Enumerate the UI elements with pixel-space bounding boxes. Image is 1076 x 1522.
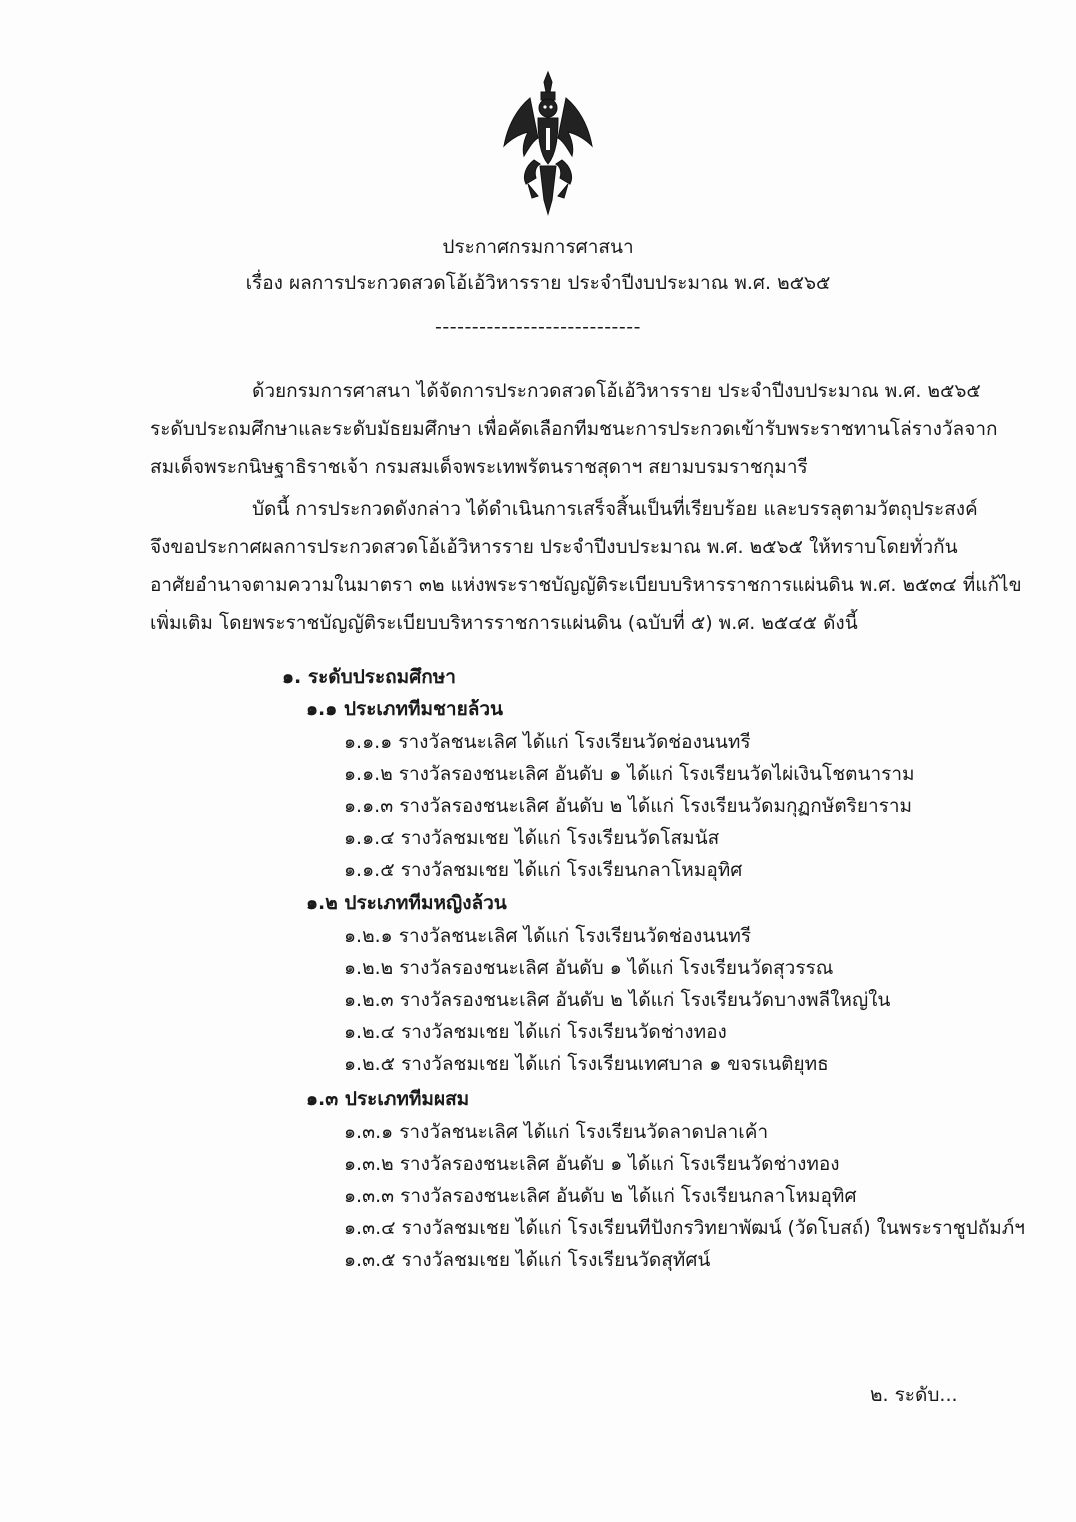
result-item: ๑.๓.๓ รางวัลรองชนะเลิศ อันดับ ๒ ได้แก่ โรงเรียนกลาโหมอุทิศ [344, 1185, 857, 1207]
announcement-title: ประกาศกรมการศาสนา [442, 236, 634, 258]
announcement-subject: เรื่อง ผลการประกวดสวดโอ้เอ้วิหารราย ประจำปีงบประมาณ พ.ศ. ๒๕๖๕ [245, 272, 831, 294]
paragraph-line: ด้วยกรมการศาสนา ได้จัดการประกวดสวดโอ้เอ้วิหารราย ประจำปีงบประมาณ พ.ศ. ๒๕๖๕ [252, 380, 981, 402]
paragraph-line: ระดับประถมศึกษาและระดับมัธยมศึกษา เพื่อคัดเลือกทีมชนะการประกวดเข้ารับพระราชทานโล่รางวัลจาก [150, 418, 998, 440]
paragraph-line: สมเด็จพระกนิษฐาธิราชเจ้า กรมสมเด็จพระเทพรัตนราชสุดาฯ สยามบรมราชกุมารี [150, 456, 808, 478]
result-item: ๑.๓.๕ รางวัลชมเชย ได้แก่ โรงเรียนวัดสุทัศน์ [344, 1249, 711, 1271]
page-continuation: ๒. ระดับ... [870, 1384, 958, 1406]
result-item: ๑.๒.๓ รางวัลรองชนะเลิศ อันดับ ๒ ได้แก่ โรงเรียนวัดบางพลีใหญ่ใน [344, 989, 891, 1011]
result-item: ๑.๓.๔ รางวัลชมเชย ได้แก่ โรงเรียนทีปังกรวิทยาพัฒน์ (วัดโบสถ์) ในพระราชูปถัมภ์ฯ [344, 1217, 1025, 1239]
paragraph-line: บัดนี้ การประกวดดังกล่าว ได้ดำเนินการเสร็จสิ้นเป็นที่เรียบร้อย และบรรลุตามวัตถุประสงค์ [252, 498, 978, 520]
garuda-emblem [500, 68, 596, 218]
result-item: ๑.๒.๑ รางวัลชนะเลิศ ได้แก่ โรงเรียนวัดช่องนนทรี [344, 925, 752, 947]
result-item: ๑.๒.๕ รางวัลชมเชย ได้แก่ โรงเรียนเทศบาล ๑ ขจรเนติยุทธ [344, 1053, 829, 1075]
result-item: ๑.๓.๑ รางวัลชนะเลิศ ได้แก่ โรงเรียนวัดลาดปลาเค้า [344, 1121, 769, 1143]
category-heading: ๑.๒ ประเภททีมหญิงล้วน [306, 892, 507, 914]
result-item: ๑.๑.๑ รางวัลชนะเลิศ ได้แก่ โรงเรียนวัดช่องนนทรี [344, 731, 751, 753]
category-heading: ๑.๓ ประเภททีมผสม [306, 1088, 470, 1110]
paragraph-line: เพิ่มเติม โดยพระราชบัญญัติระเบียบบริหารราชการแผ่นดิน (ฉบับที่ ๕) พ.ศ. ๒๕๔๕ ดังนี้ [150, 612, 858, 634]
result-item: ๑.๓.๒ รางวัลรองชนะเลิศ อันดับ ๑ ได้แก่ โรงเรียนวัดช่างทอง [344, 1153, 840, 1175]
paragraph-line: จึงขอประกาศผลการประกวดสวดโอ้เอ้วิหารราย ประจำปีงบประมาณ พ.ศ. ๒๕๖๕ ให้ทราบโดยทั่วกัน [150, 536, 958, 558]
result-item: ๑.๑.๕ รางวัลชมเชย ได้แก่ โรงเรียนกลาโหมอุทิศ [344, 859, 743, 881]
result-item: ๑.๑.๒ รางวัลรองชนะเลิศ อันดับ ๑ ได้แก่ โรงเรียนวัดไผ่เงินโชตนาราม [344, 763, 915, 785]
section-heading: ๑. ระดับประถมศึกษา [282, 666, 456, 688]
result-item: ๑.๑.๓ รางวัลรองชนะเลิศ อันดับ ๒ ได้แก่ โรงเรียนวัดมกุฏกษัตริยาราม [344, 795, 913, 817]
category-heading: ๑.๑ ประเภททีมชายล้วน [306, 698, 504, 720]
result-item: ๑.๑.๔ รางวัลชมเชย ได้แก่ โรงเรียนวัดโสมนัส [344, 827, 720, 849]
result-item: ๑.๒.๔ รางวัลชมเชย ได้แก่ โรงเรียนวัดช่างทอง [344, 1021, 727, 1043]
title-divider: ---------------------------- [435, 316, 641, 338]
paragraph-line: อาศัยอำนาจตามความในมาตรา ๓๒ แห่งพระราชบัญญัติระเบียบบริหารราชการแผ่นดิน พ.ศ. ๒๕๓๔ ที่แก้ไข [150, 574, 1022, 596]
result-item: ๑.๒.๒ รางวัลรองชนะเลิศ อันดับ ๑ ได้แก่ โรงเรียนวัดสุวรรณ [344, 957, 834, 979]
